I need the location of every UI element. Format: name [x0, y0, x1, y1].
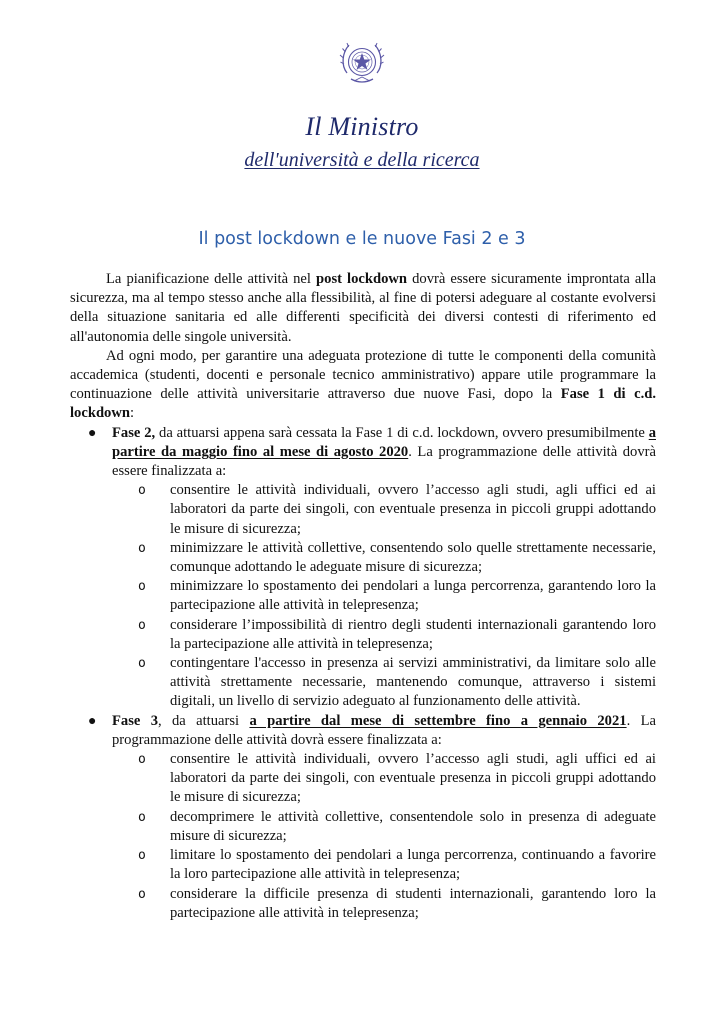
- phase-name: Fase 2,: [112, 424, 156, 441]
- paragraph-intro: [70, 270, 656, 347]
- paragraph-phases-after: :: [130, 405, 135, 422]
- circle-bullet-icon: o: [138, 848, 146, 864]
- list-item-text: consentire le attività individuali, ovvero l’accesso agli studi, agli uffici ed ai laboratori da parte dei singoli, con eventuale presenza in piccoli gruppi adottando le misure di sicurezza;: [170, 751, 656, 806]
- phase-2-subitems: [112, 481, 656, 711]
- list-item-text: consentire le attività individuali, ovvero l’accesso agli studi, agli uffici ed ai laboratori da parte dei singoli, con eventuale presenza in piccoli gruppi adottando le misure di sicurezza;: [170, 482, 656, 537]
- list-item: [128, 539, 656, 577]
- phase-text: , da attuarsi: [158, 712, 250, 729]
- paragraph-phases: [70, 347, 656, 424]
- circle-bullet-icon: o: [138, 886, 146, 902]
- list-item-text: limitare lo spostamento dei pendolari a lunga percorrenza, continuando a favorire la loro partecipazione alle attività in telepresenza;: [170, 847, 656, 883]
- phase-3-item: [70, 712, 656, 923]
- document-heading: Il post lockdown e le nuove Fasi 2 e 3: [198, 229, 526, 249]
- bullet-icon: ●: [88, 713, 97, 729]
- list-item: [128, 846, 656, 884]
- phase-text-after: . La programmazione delle attività dovrà essere finalizzata a:: [112, 712, 656, 748]
- minister-title: Il Ministro: [305, 112, 419, 141]
- circle-bullet-icon: o: [138, 579, 146, 595]
- list-item: [128, 808, 656, 846]
- list-item-text: minimizzare lo spostamento dei pendolari a lunga percorrenza, garantendo loro la partecipazione alle attività in telepresenza;: [170, 578, 656, 614]
- paragraph-intro-after: dovrà essere sicuramente improntata alla sicurezza, ma al tempo stesso anche alla flessibilità, al fine di potersi adeguare al costante evolversi della situazione sanitaria ed alle differenti specificità dei diversi contesti di riferimento ed all'autonomia delle singole università.: [70, 271, 656, 345]
- list-item-text: contingentare l'accesso in presenza ai servizi amministrativi, da limitare solo alle attività strettamente necessarie, mantenendo comunque, attraverso i sistemi digitali, un livello di servizio adeguato al funzionamento delle attività.: [170, 655, 656, 710]
- list-item-text: considerare l’impossibilità di rientro degli studenti internazionali garantendo loro la partecipazione alle attività in telepresenza;: [170, 616, 656, 652]
- phase-list: [70, 424, 656, 923]
- phase-2-item: [70, 424, 656, 712]
- list-item: [128, 885, 656, 923]
- paragraph-phases-bold: Fase 1 di c.d. lockdown: [70, 386, 657, 422]
- circle-bullet-icon: o: [138, 617, 146, 633]
- list-item-text: considerare la difficile presenza di studenti internazionali, garantendo loro la partecipazione alle attività in telepresenza;: [170, 885, 656, 921]
- list-item-text: decomprimere le attività collettive, consentendole solo in presenza di adeguate misure di sicurezza;: [170, 808, 656, 844]
- circle-bullet-icon: o: [138, 752, 146, 768]
- paragraph-phases-before: Ad ogni modo, per garantire una adeguata protezione di tutte le componenti della comunità accademica (studenti, docenti e personale tecnico amministrativo) appare utile programmare la continuazione delle attività universitarie attraverso due nuove Fasi, dopo la: [70, 347, 656, 403]
- phase-period: a partire dal mese di settembre fino a gennaio 2021: [249, 712, 627, 729]
- phase-text: da attuarsi appena sarà cessata la Fase 1 di c.d. lockdown, ovvero presumibilmente: [155, 424, 649, 441]
- phase-3-subitems: [112, 750, 656, 923]
- bullet-icon: ●: [88, 425, 97, 441]
- circle-bullet-icon: o: [138, 809, 146, 825]
- minister-subtitle: dell'università e della ricerca: [244, 149, 480, 171]
- italian-republic-emblem-icon: [337, 38, 387, 88]
- phase-period: a partire da maggio fino al mese di agosto 2020: [112, 424, 656, 460]
- paragraph-intro-bold: post lockdown: [316, 271, 408, 287]
- circle-bullet-icon: o: [138, 483, 146, 499]
- circle-bullet-icon: o: [138, 540, 146, 556]
- paragraph-intro-before: La pianificazione delle attività nel: [106, 271, 317, 287]
- phase-text-after: . La programmazione delle attività dovrà essere finalizzata a:: [112, 443, 656, 480]
- list-item: [128, 654, 656, 712]
- circle-bullet-icon: o: [138, 656, 146, 672]
- list-item: [128, 616, 656, 654]
- list-item: [128, 750, 656, 808]
- phase-name: Fase 3: [112, 712, 159, 729]
- list-item: [128, 481, 656, 539]
- document-body: [70, 270, 656, 923]
- list-item: [128, 577, 656, 615]
- list-item-text: minimizzare le attività collettive, consentendo solo quelle strettamente necessarie, comunque adottando le adeguate misure di sicurezza;: [170, 539, 656, 576]
